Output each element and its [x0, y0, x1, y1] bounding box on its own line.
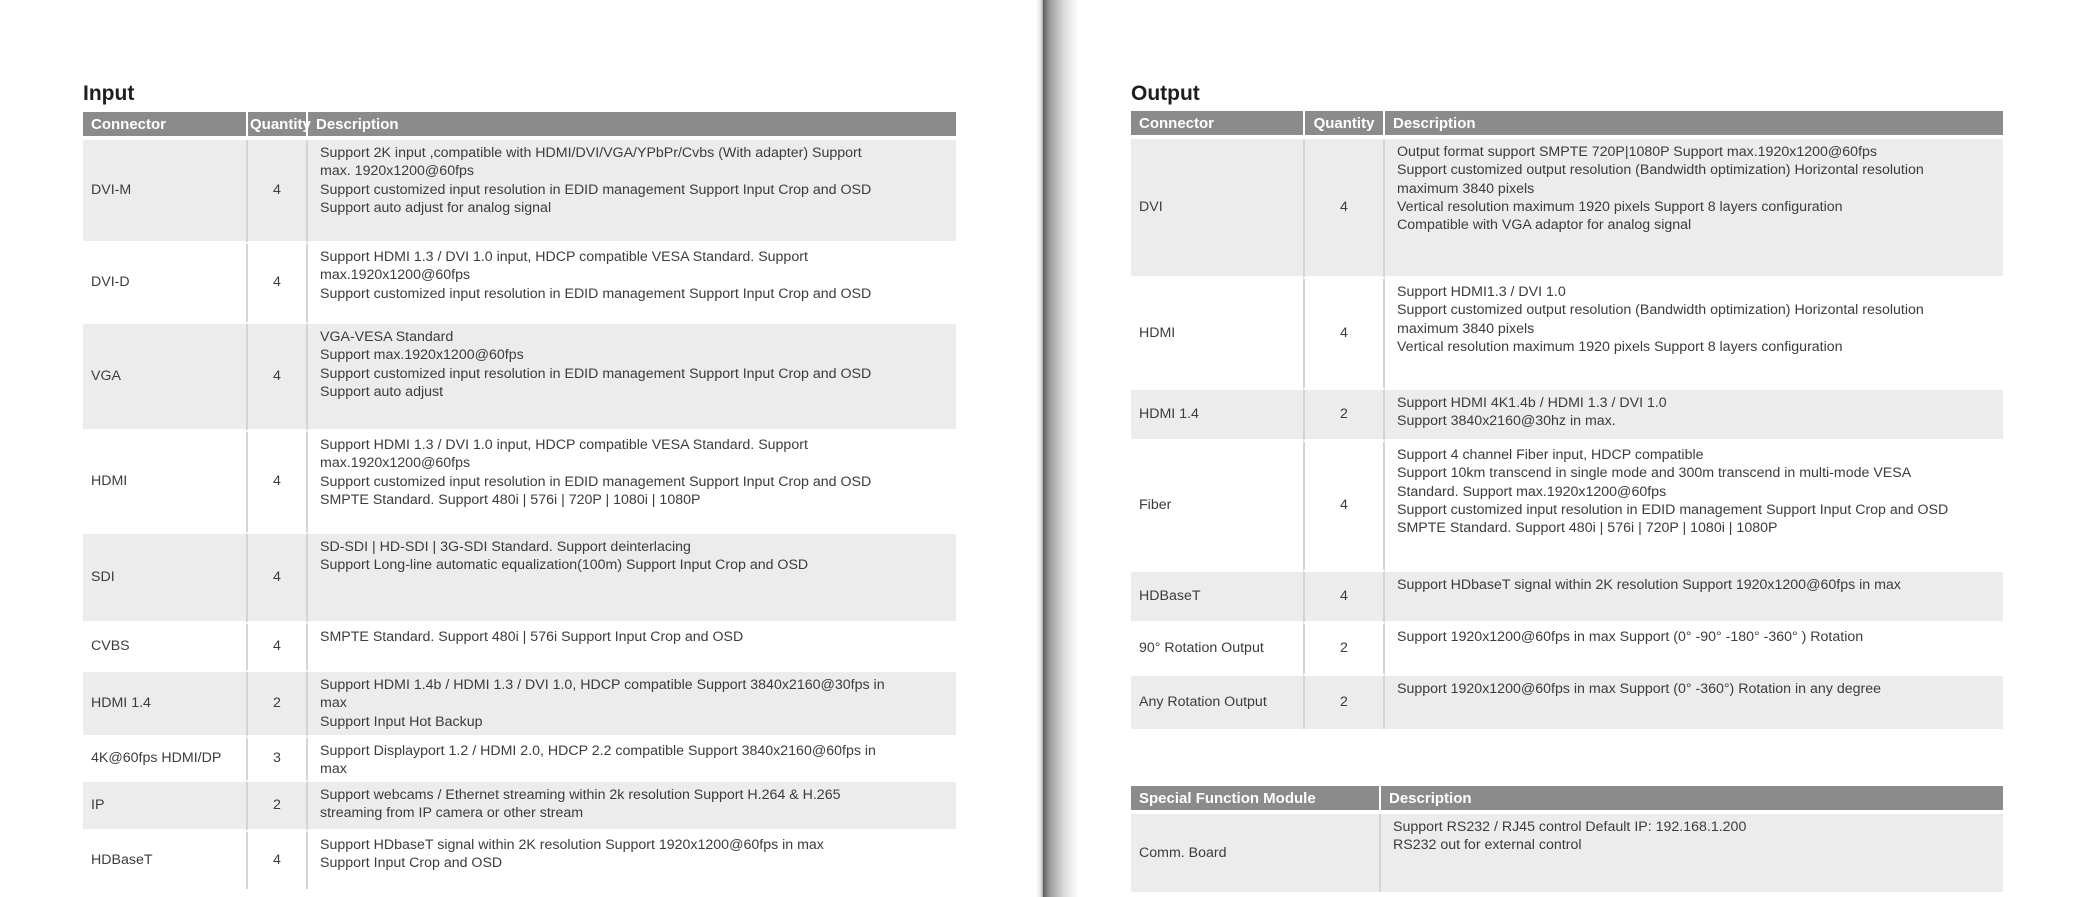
quantity-cell: 3	[246, 738, 308, 782]
description-line: Support 3840x2160@30hz in max.	[1397, 413, 1616, 430]
quantity-cell: 2	[246, 672, 308, 738]
table-row	[83, 324, 956, 432]
quantity-cell: 2	[1303, 390, 1385, 442]
connector-cell: HDBaseT	[1131, 572, 1303, 624]
quantity-cell: 4	[246, 140, 308, 244]
description-cell	[308, 782, 956, 832]
table-row	[83, 738, 956, 782]
connector-cell: IP	[83, 782, 246, 832]
input-table-header	[83, 112, 956, 140]
description-cell	[308, 432, 956, 534]
connector-cell: DVI	[1131, 139, 1303, 279]
quantity-cell: 4	[246, 432, 308, 534]
quantity-cell: 4	[246, 832, 308, 889]
description-cell	[1385, 624, 2003, 676]
book-spine-shadow	[1043, 0, 1079, 897]
description-line: Support customized output resolution (Bandwidth optimization) Horizontal resolution	[1397, 162, 1924, 179]
table-row	[1131, 676, 2003, 729]
description-line: Support Input Hot Backup	[320, 713, 483, 730]
description-line: Vertical resolution maximum 1920 pixels Support 8 layers configuration	[1397, 338, 1843, 355]
table-row	[1131, 624, 2003, 676]
description-line: RS232 out for external control	[1393, 837, 1582, 854]
special-function-table	[1131, 786, 2003, 892]
description-cell	[1385, 279, 2003, 390]
output-table	[1131, 111, 2003, 729]
description-line: Support 1920x1200@60fps in max Support (0° -90° -180° -360° ) Rotation	[1397, 629, 1864, 645]
connector-cell: DVI-M	[83, 140, 246, 244]
table-row	[83, 140, 956, 244]
connector-cell: Any Rotation Output	[1131, 676, 1303, 729]
quantity-cell: 4	[1303, 139, 1385, 279]
description-line: streaming from IP camera or other stream	[320, 805, 584, 822]
quantity-cell: 4	[246, 324, 308, 432]
description-line: max	[320, 761, 347, 778]
connector-cell: 4K@60fps HDMI/DP	[83, 738, 246, 782]
description-line: Support Long-line automatic equalization(100m) Support Input Crop and OSD	[320, 557, 809, 574]
table-row	[1131, 572, 2003, 624]
table-row	[83, 672, 956, 738]
description-column-header: Description	[308, 112, 956, 140]
table-row	[83, 624, 956, 672]
description-line: Standard. Support max.1920x1200@60fps	[1397, 483, 1667, 500]
connector-column-header: Connector	[1131, 111, 1303, 139]
connector-cell: HDBaseT	[83, 832, 246, 889]
description-cell	[308, 672, 956, 738]
input-table	[83, 112, 956, 889]
connector-cell: SDI	[83, 534, 246, 624]
description-cell	[1385, 390, 2003, 442]
table-row	[1131, 814, 2003, 892]
output-table-header	[1131, 111, 2003, 139]
description-line: SMPTE Standard. Support 480i | 576i Support Input Crop and OSD	[320, 629, 744, 645]
description-line: Support HDMI 1.3 / DVI 1.0 input, HDCP compatible VESA Standard. Support	[320, 249, 808, 265]
quantity-cell: 4	[1303, 442, 1385, 572]
table-row	[1131, 139, 2003, 279]
description-line: Support HDbaseT signal within 2K resolution Support 1920x1200@60fps in max	[320, 837, 824, 853]
description-line: SMPTE Standard. Support 480i | 576i | 720P | 1080i | 1080P	[320, 491, 701, 508]
description-line: max.1920x1200@60fps	[320, 455, 471, 472]
table-row	[83, 782, 956, 832]
quantity-cell: 4	[246, 624, 308, 672]
description-line: Support HDMI 4K1.4b / HDMI 1.3 / DVI 1.0	[1397, 395, 1667, 411]
description-line: Compatible with VGA adaptor for analog signal	[1397, 217, 1692, 234]
description-cell	[308, 534, 956, 624]
connector-cell: HDMI 1.4	[83, 672, 246, 738]
special-table-header	[1131, 786, 2003, 814]
connector-cell: HDMI	[83, 432, 246, 534]
description-line: maximum 3840 pixels	[1397, 180, 1535, 197]
description-line: Support 1920x1200@60fps in max Support (0° -360°) Rotation in any degree	[1397, 681, 1881, 697]
description-line: Vertical resolution maximum 1920 pixels Support 8 layers configuration	[1397, 198, 1843, 215]
description-line: Support 10km transcend in single mode and 300m transcend in multi-mode VESA	[1397, 465, 1912, 482]
quantity-cell: 4	[1303, 572, 1385, 624]
description-line: Support HDMI1.3 / DVI 1.0	[1397, 284, 1566, 300]
description-line: Support 2K input ,compatible with HDMI/DVI/VGA/YPbPr/Cvbs (With adapter) Support	[320, 145, 862, 161]
description-line: Support webcams / Ethernet streaming within 2k resolution Support H.264 & H.265	[320, 787, 841, 803]
description-line: Support HDMI 1.3 / DVI 1.0 input, HDCP compatible VESA Standard. Support	[320, 437, 808, 453]
quantity-cell: 2	[1303, 676, 1385, 729]
table-row	[1131, 279, 2003, 390]
description-line: Support customized output resolution (Bandwidth optimization) Horizontal resolution	[1397, 302, 1924, 319]
quantity-cell: 2	[1303, 624, 1385, 676]
table-row	[83, 244, 956, 324]
description-cell	[1385, 676, 2003, 729]
description-line: Support 4 channel Fiber input, HDCP compatible	[1397, 447, 1704, 463]
description-line: Output format support SMPTE 720P|1080P Support max.1920x1200@60fps	[1397, 144, 1877, 160]
description-line: Support HDbaseT signal within 2K resolution Support 1920x1200@60fps in max	[1397, 577, 1901, 593]
description-cell	[1385, 572, 2003, 624]
connector-cell: HDMI 1.4	[1131, 390, 1303, 442]
description-cell	[308, 140, 956, 244]
description-line: Support auto adjust for analog signal	[320, 199, 552, 216]
description-column-header: Description	[1381, 786, 2003, 814]
connector-cell: HDMI	[1131, 279, 1303, 390]
quantity-cell: 4	[1303, 279, 1385, 390]
connector-cell: CVBS	[83, 624, 246, 672]
description-line: VGA-VESA Standard	[320, 329, 454, 345]
description-cell	[308, 244, 956, 324]
description-line: Support customized input resolution in EDID management Support Input Crop and OSD	[1397, 501, 1949, 518]
input-section-title: Input	[83, 82, 135, 105]
description-line: Support Input Crop and OSD	[320, 855, 503, 872]
table-row	[1131, 390, 2003, 442]
module-column-header: Special Function Module	[1131, 786, 1381, 814]
description-line: Support RS232 / RJ45 control Default IP: 192.168.1.200	[1393, 819, 1747, 835]
description-line: Support Displayport 1.2 / HDMI 2.0, HDCP 2.2 compatible Support 3840x2160@60fps in	[320, 743, 876, 759]
description-line: SMPTE Standard. Support 480i | 576i | 720P | 1080i | 1080P	[1397, 520, 1778, 537]
description-cell	[308, 624, 956, 672]
description-cell	[1385, 139, 2003, 279]
quantity-column-header: Quantity	[1303, 111, 1385, 139]
description-cell	[308, 738, 956, 782]
connector-cell: Fiber	[1131, 442, 1303, 572]
description-line: Support customized input resolution in EDID management Support Input Crop and OSD	[320, 181, 872, 198]
quantity-column-header: Quantity	[246, 112, 308, 140]
description-line: max	[320, 695, 347, 712]
description-column-header: Description	[1385, 111, 2003, 139]
description-cell	[308, 324, 956, 432]
connector-cell: VGA	[83, 324, 246, 432]
quantity-cell: 2	[246, 782, 308, 832]
description-cell	[1385, 442, 2003, 572]
table-row	[1131, 442, 2003, 572]
description-line: max.1920x1200@60fps	[320, 267, 471, 284]
description-cell	[1381, 814, 2003, 892]
description-line: Support customized input resolution in EDID management Support Input Crop and OSD	[320, 285, 872, 302]
table-row	[83, 832, 956, 889]
description-line: Support HDMI 1.4b / HDMI 1.3 / DVI 1.0, HDCP compatible Support 3840x2160@30fps in	[320, 677, 885, 693]
connector-cell: 90° Rotation Output	[1131, 624, 1303, 676]
quantity-cell: 4	[246, 244, 308, 324]
description-line: Support customized input resolution in EDID management Support Input Crop and OSD	[320, 473, 872, 490]
table-row	[83, 534, 956, 624]
description-line: maximum 3840 pixels	[1397, 320, 1535, 337]
output-section-title: Output	[1131, 82, 1200, 105]
connector-column-header: Connector	[83, 112, 246, 140]
quantity-cell: 4	[246, 534, 308, 624]
module-cell: Comm. Board	[1131, 814, 1381, 892]
table-row	[83, 432, 956, 534]
description-line: Support max.1920x1200@60fps	[320, 347, 524, 364]
connector-cell: DVI-D	[83, 244, 246, 324]
description-line: Support customized input resolution in EDID management Support Input Crop and OSD	[320, 365, 872, 382]
description-line: max. 1920x1200@60fps	[320, 163, 475, 180]
description-line: SD-SDI | HD-SDI | 3G-SDI Standard. Support deinterlacing	[320, 539, 691, 555]
description-cell	[308, 832, 956, 889]
description-line: Support auto adjust	[320, 383, 444, 400]
